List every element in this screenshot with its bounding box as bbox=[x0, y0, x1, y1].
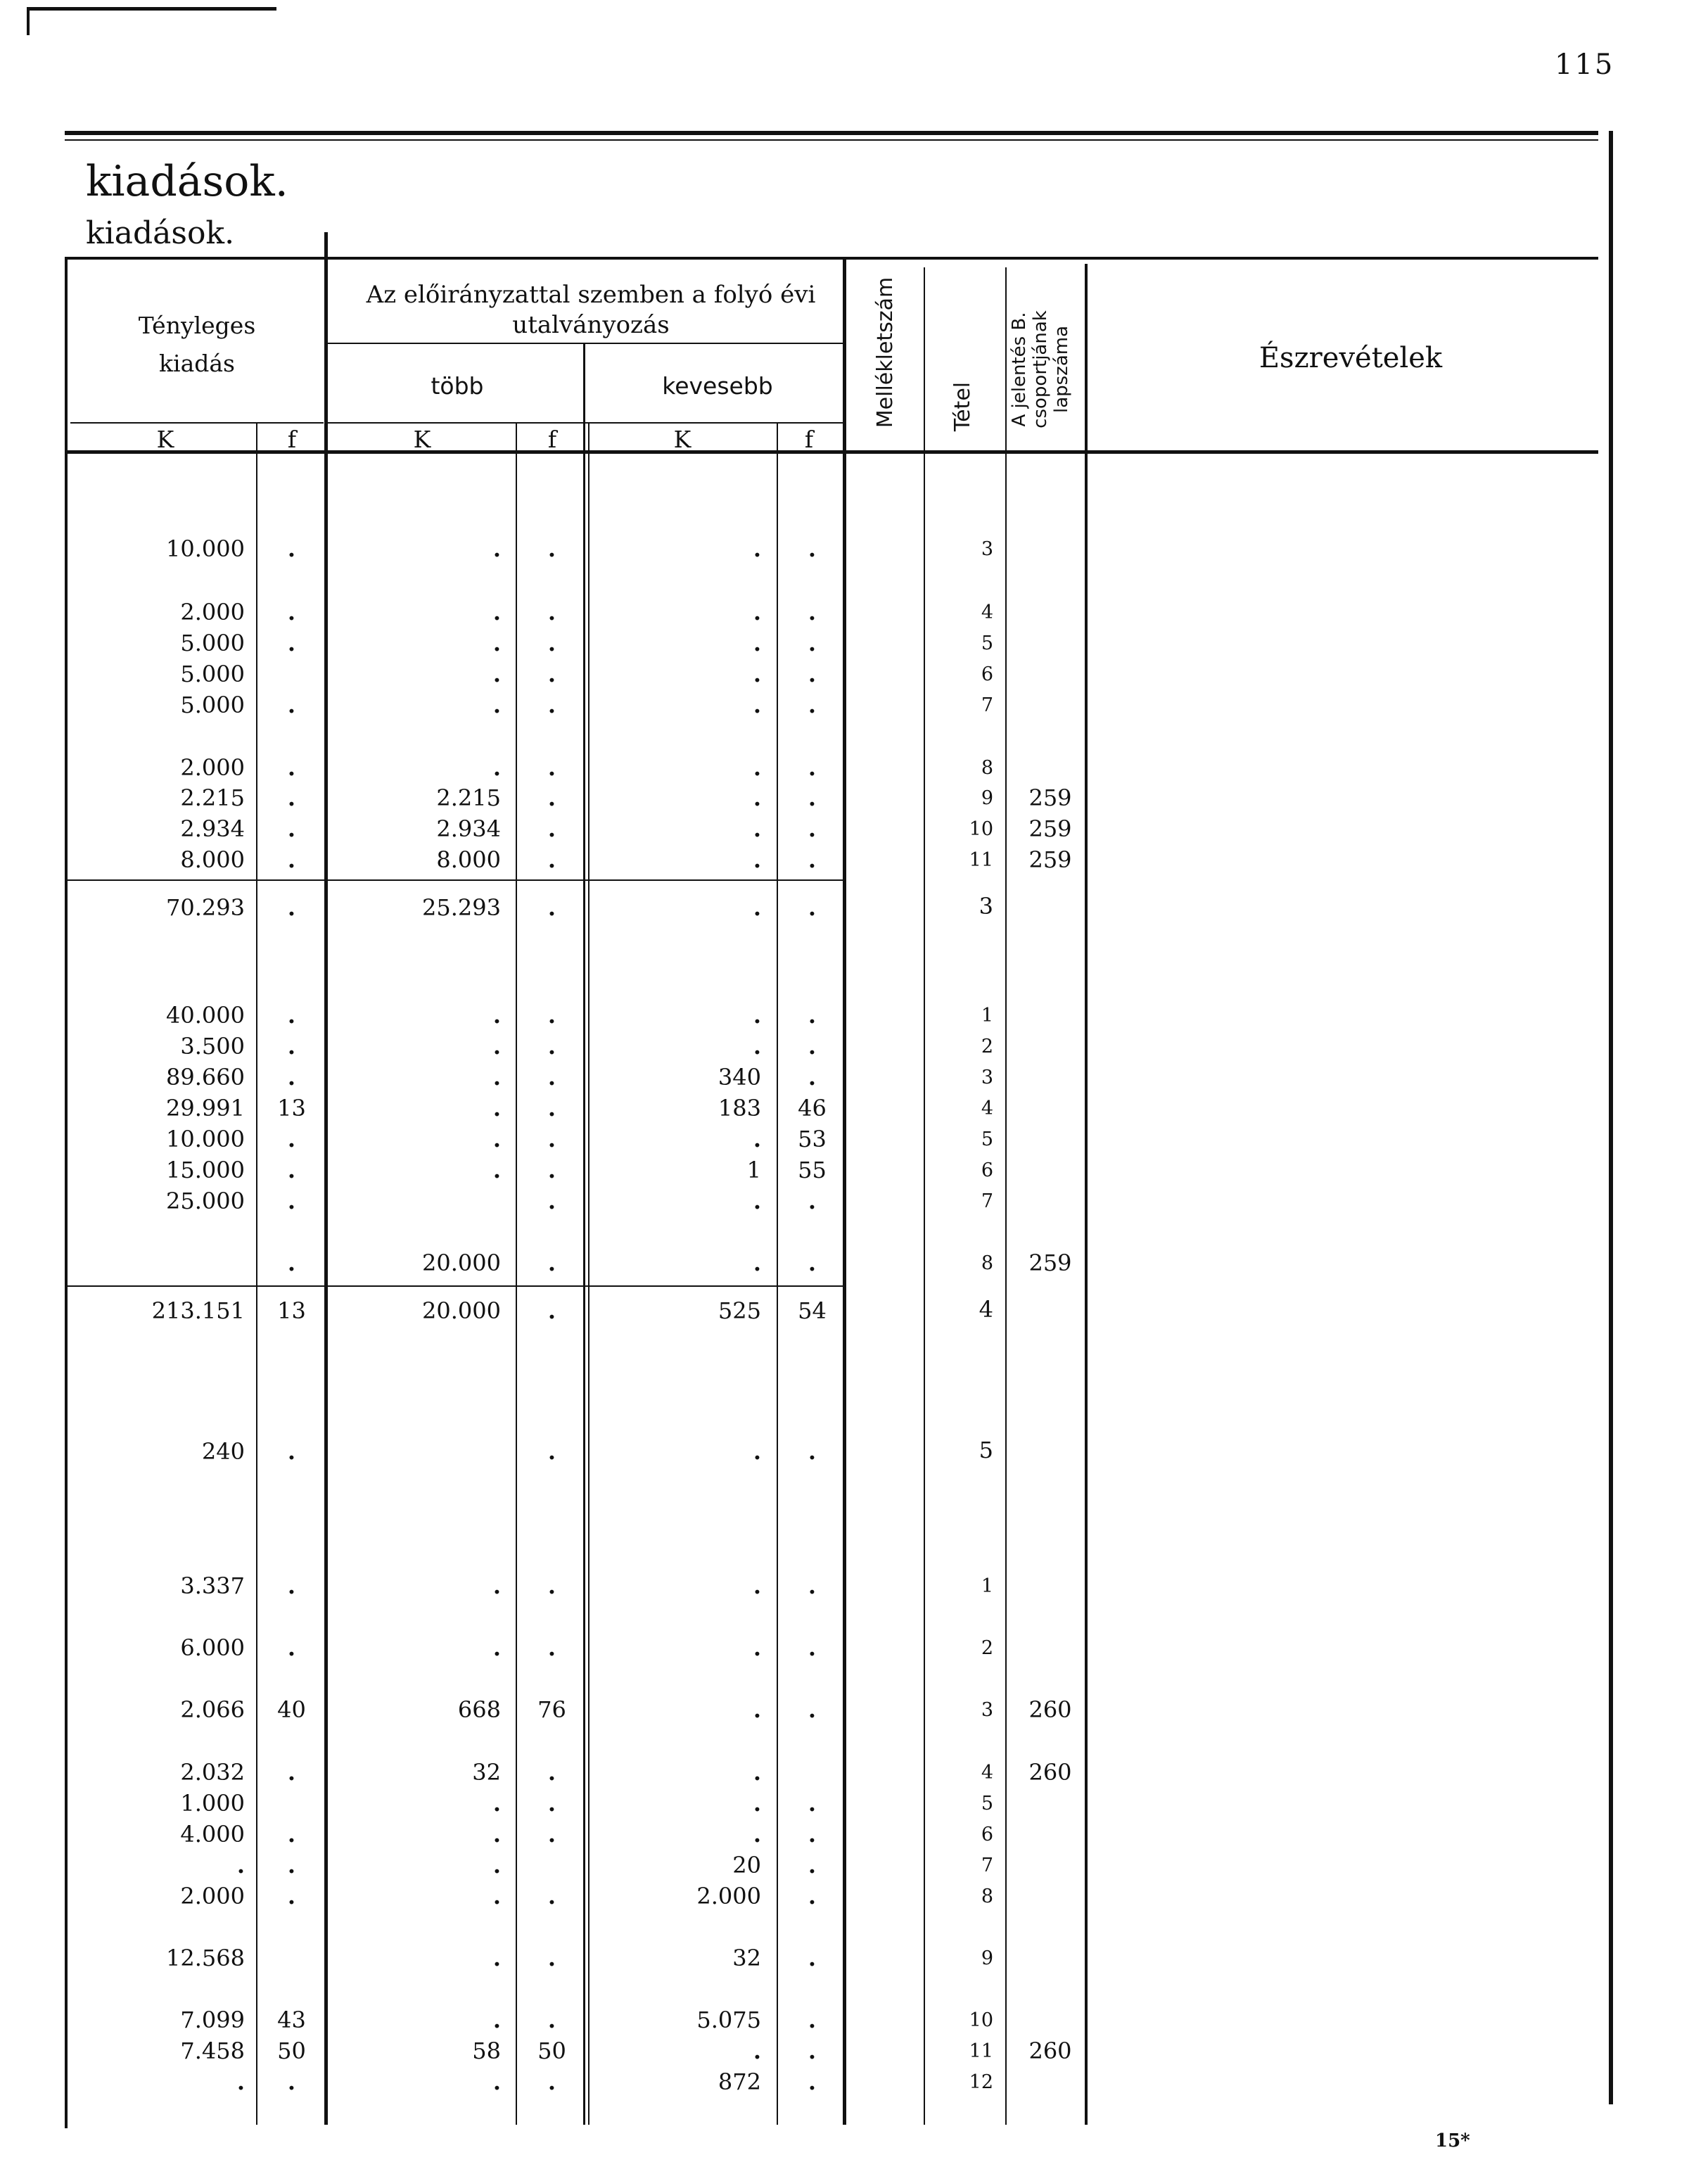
cell-report-page: 260 bbox=[1028, 1696, 1072, 1723]
cell-less-k: . bbox=[753, 754, 761, 781]
cell-less-k: . bbox=[753, 894, 761, 921]
cell-actual-k: 4.000 bbox=[180, 1821, 245, 1848]
cell-actual-k: 3.500 bbox=[180, 1033, 245, 1060]
cell-actual-k: . bbox=[236, 2068, 245, 2095]
cell-more-k: . bbox=[492, 1945, 501, 1971]
cell-item: 5 bbox=[981, 1793, 993, 1814]
cell-more-f: . bbox=[547, 1438, 556, 1465]
unit-row-rule-1 bbox=[70, 422, 324, 424]
cell-less-k: . bbox=[753, 1821, 761, 1848]
cell-actual-k: 70.293 bbox=[166, 894, 245, 921]
cell-more-k: . bbox=[492, 599, 501, 625]
title-small: kiadások. bbox=[86, 215, 235, 251]
cell-more-k: . bbox=[492, 661, 501, 687]
cell-item: 6 bbox=[981, 1159, 993, 1181]
title-large: kiadások. bbox=[86, 157, 288, 206]
cell-less-f: . bbox=[808, 692, 817, 718]
cell-less-f: . bbox=[808, 846, 817, 873]
cell-item: 3 bbox=[981, 538, 993, 560]
cell-actual-k: 2.032 bbox=[180, 1759, 245, 1786]
cell-actual-f: . bbox=[287, 1759, 296, 1786]
cell-less-k: . bbox=[753, 2038, 761, 2064]
cell-more-k: . bbox=[492, 1157, 501, 1183]
cell-more-f: . bbox=[547, 599, 556, 625]
cell-less-k: . bbox=[753, 535, 761, 562]
cell-actual-k: 2.000 bbox=[180, 1883, 245, 1909]
cell-less-f: . bbox=[808, 1572, 817, 1599]
cell-less-f: . bbox=[808, 1064, 817, 1091]
cell-actual-f: . bbox=[287, 754, 296, 781]
cell-actual-k: 10.000 bbox=[166, 535, 245, 562]
cell-item: 7 bbox=[981, 1855, 993, 1876]
cell-actual-f: . bbox=[287, 1852, 296, 1879]
cell-more-k: 25.293 bbox=[422, 894, 501, 921]
corner-mark-vertical bbox=[27, 7, 30, 35]
unit-f-more: f bbox=[547, 426, 557, 453]
cell-report-page: 260 bbox=[1028, 2038, 1072, 2064]
cell-item: 11 bbox=[969, 849, 993, 871]
cell-more-f: . bbox=[547, 1095, 556, 1121]
cell-more-k: . bbox=[492, 1002, 501, 1029]
cell-actual-k: 15.000 bbox=[166, 1157, 245, 1183]
cell-less-f: . bbox=[808, 2038, 817, 2064]
cell-more-f: . bbox=[547, 1126, 556, 1152]
subtotal-rule-a bbox=[68, 879, 845, 881]
cell-more-f: . bbox=[547, 1064, 556, 1091]
header-report-page: A jelentés B. csoportjának lapszáma bbox=[1009, 310, 1072, 428]
cell-more-f: . bbox=[547, 1002, 556, 1029]
cell-more-f: . bbox=[547, 846, 556, 873]
cell-actual-f: . bbox=[287, 1438, 296, 1465]
unit-k-less: K bbox=[673, 426, 692, 453]
corner-mark bbox=[27, 7, 276, 11]
cell-actual-f: 13 bbox=[277, 1297, 306, 1324]
col-line-kf3 bbox=[777, 422, 778, 2125]
cell-less-f: . bbox=[808, 754, 817, 781]
cell-report-page: 260 bbox=[1028, 1759, 1072, 1786]
cell-item: 6 bbox=[981, 1824, 993, 1845]
cell-actual-k: 12.568 bbox=[166, 1945, 245, 1971]
cell-item: 9 bbox=[981, 787, 993, 809]
col-line-left bbox=[65, 257, 68, 2128]
cell-more-f: . bbox=[547, 1188, 556, 1214]
cell-less-f: . bbox=[808, 1188, 817, 1214]
cell-less-f: 55 bbox=[798, 1157, 827, 1183]
cell-more-f: . bbox=[547, 784, 556, 811]
cell-more-k: . bbox=[492, 630, 501, 656]
col-line-annex-right bbox=[924, 267, 925, 2125]
cell-less-k: . bbox=[753, 1634, 761, 1661]
cell-item: 10 bbox=[969, 2009, 993, 2031]
cell-less-f: . bbox=[808, 1634, 817, 1661]
cell-less-k: . bbox=[753, 599, 761, 625]
header-actual-expense: Tényleges kiadás bbox=[138, 312, 256, 378]
cell-less-f: . bbox=[808, 2068, 817, 2095]
cell-actual-f: . bbox=[287, 784, 296, 811]
cell-item: 5 bbox=[981, 633, 993, 654]
cell-more-f: . bbox=[547, 1945, 556, 1971]
cell-item: 6 bbox=[981, 663, 993, 685]
cell-actual-k: 6.000 bbox=[180, 1634, 245, 1661]
cell-actual-f: . bbox=[287, 535, 296, 562]
cell-more-f: . bbox=[547, 535, 556, 562]
cell-less-k: . bbox=[753, 1250, 761, 1276]
cell-actual-k: 40.000 bbox=[166, 1002, 245, 1029]
cell-actual-k: 2.215 bbox=[180, 784, 245, 811]
cell-item: 10 bbox=[969, 818, 993, 840]
col-line-item-right bbox=[1005, 267, 1007, 2125]
cell-actual-f: 43 bbox=[277, 2007, 306, 2033]
cell-less-k: . bbox=[753, 1033, 761, 1060]
cell-actual-k: 5.000 bbox=[180, 661, 245, 687]
cell-more-k: . bbox=[492, 2068, 501, 2095]
cell-more-f: . bbox=[547, 2007, 556, 2033]
cell-less-f: . bbox=[808, 1790, 817, 1817]
cell-more-k: . bbox=[492, 2007, 501, 2033]
col-line-kf2 bbox=[516, 422, 517, 2125]
cell-less-k: . bbox=[753, 1188, 761, 1214]
cell-actual-k: 7.458 bbox=[180, 2038, 245, 2064]
cell-less-k: . bbox=[753, 1126, 761, 1152]
cell-item: 3 bbox=[979, 893, 993, 920]
top-rule-thin bbox=[65, 139, 1598, 141]
cell-less-f: 54 bbox=[798, 1297, 827, 1324]
cell-more-f: . bbox=[547, 661, 556, 687]
cell-actual-f: . bbox=[287, 1002, 296, 1029]
cell-less-f: 53 bbox=[798, 1126, 827, 1152]
cell-more-f: . bbox=[547, 1759, 556, 1786]
cell-actual-k: 2.000 bbox=[180, 599, 245, 625]
cell-more-k: . bbox=[492, 1095, 501, 1121]
cell-item: 8 bbox=[981, 1886, 993, 1907]
cell-report-page: 259 bbox=[1028, 846, 1072, 873]
cell-actual-f: 13 bbox=[277, 1095, 306, 1121]
cell-item: 8 bbox=[981, 757, 993, 779]
cell-less-k: . bbox=[753, 815, 761, 842]
cell-report-page: 259 bbox=[1028, 784, 1072, 811]
cell-more-f: . bbox=[547, 1250, 556, 1276]
cell-actual-k: 2.934 bbox=[180, 815, 245, 842]
cell-less-k: 1 bbox=[746, 1157, 761, 1183]
cell-more-k: . bbox=[492, 754, 501, 781]
cell-actual-f: . bbox=[287, 815, 296, 842]
cell-more-f: 50 bbox=[537, 2038, 566, 2064]
cell-less-f: . bbox=[808, 1033, 817, 1060]
cell-more-k: . bbox=[492, 1634, 501, 1661]
header-remarks: Észrevételek bbox=[1258, 342, 1443, 374]
cell-actual-f: . bbox=[287, 2068, 296, 2095]
cell-actual-f: . bbox=[287, 1188, 296, 1214]
cell-item: 1 bbox=[981, 1005, 993, 1026]
cell-actual-f: . bbox=[287, 1033, 296, 1060]
cell-more-f: . bbox=[547, 1634, 556, 1661]
sub-header-rule bbox=[327, 343, 844, 344]
cell-item: 7 bbox=[981, 694, 993, 716]
cell-actual-f: . bbox=[287, 1572, 296, 1599]
cell-item: 12 bbox=[969, 2071, 993, 2093]
cell-more-k: . bbox=[492, 692, 501, 718]
cell-less-k: . bbox=[753, 1002, 761, 1029]
header-more: több bbox=[431, 372, 484, 400]
cell-item: 2 bbox=[981, 1637, 993, 1659]
cell-less-k: 872 bbox=[718, 2068, 761, 2095]
unit-f-less: f bbox=[804, 426, 814, 453]
cell-less-k: 5.075 bbox=[696, 2007, 761, 2033]
cell-more-f: . bbox=[547, 815, 556, 842]
cell-item: 2 bbox=[981, 1036, 993, 1057]
cell-less-k: 183 bbox=[718, 1095, 761, 1121]
cell-more-f: . bbox=[547, 1033, 556, 1060]
cell-item: 4 bbox=[979, 1296, 993, 1323]
cell-item: 4 bbox=[981, 1098, 993, 1119]
cell-less-k: . bbox=[753, 630, 761, 656]
unit-k-actual: K bbox=[156, 426, 174, 453]
cell-actual-k: 240 bbox=[201, 1438, 245, 1465]
cell-actual-f: . bbox=[287, 599, 296, 625]
cell-more-f: . bbox=[547, 894, 556, 921]
cell-less-k: . bbox=[753, 1790, 761, 1817]
cell-more-k: . bbox=[492, 1126, 501, 1152]
cell-more-f: . bbox=[547, 1157, 556, 1183]
cell-actual-k: 29.991 bbox=[166, 1095, 245, 1121]
cell-item: 4 bbox=[981, 602, 993, 623]
cell-more-k: . bbox=[492, 1790, 501, 1817]
cell-actual-f: . bbox=[287, 846, 296, 873]
cell-actual-f: . bbox=[287, 1157, 296, 1183]
cell-less-f: . bbox=[808, 535, 817, 562]
cell-less-f: . bbox=[808, 1438, 817, 1465]
cell-item: 5 bbox=[979, 1437, 993, 1463]
cell-less-k: . bbox=[753, 784, 761, 811]
cell-more-k: 2.215 bbox=[436, 784, 501, 811]
cell-actual-f: 40 bbox=[277, 1696, 306, 1723]
cell-less-k: 525 bbox=[718, 1297, 761, 1324]
cell-less-k: . bbox=[753, 846, 761, 873]
cell-less-f: . bbox=[808, 1945, 817, 1971]
cell-more-k: . bbox=[492, 1883, 501, 1909]
cell-more-f: . bbox=[547, 1883, 556, 1909]
cell-actual-k: 1.000 bbox=[180, 1790, 245, 1817]
cell-less-f: . bbox=[808, 599, 817, 625]
cell-more-f: . bbox=[547, 1790, 556, 1817]
cell-more-k: 8.000 bbox=[436, 846, 501, 873]
cell-less-k: . bbox=[753, 1759, 761, 1786]
cell-actual-f: . bbox=[287, 894, 296, 921]
cell-less-f: . bbox=[808, 815, 817, 842]
cell-less-k: . bbox=[753, 692, 761, 718]
cell-item: 1 bbox=[981, 1575, 993, 1597]
cell-item: 3 bbox=[981, 1699, 993, 1721]
cell-more-k: . bbox=[492, 1852, 501, 1879]
cell-less-f: . bbox=[808, 1696, 817, 1723]
cell-more-k: . bbox=[492, 535, 501, 562]
cell-actual-k: 213.151 bbox=[151, 1297, 245, 1324]
cell-less-f: . bbox=[808, 894, 817, 921]
cell-actual-k: 89.660 bbox=[166, 1064, 245, 1091]
cell-more-k: 668 bbox=[457, 1696, 501, 1723]
cell-report-page: 259 bbox=[1028, 815, 1072, 842]
cell-more-f: . bbox=[547, 692, 556, 718]
cell-less-f: . bbox=[808, 1883, 817, 1909]
col-line-more-right-b bbox=[588, 422, 589, 2125]
col-line-kf1 bbox=[256, 422, 257, 2125]
cell-less-f: . bbox=[808, 630, 817, 656]
cell-actual-f: . bbox=[287, 1250, 296, 1276]
cell-more-f: . bbox=[547, 2068, 556, 2095]
header-annex-count: Mellékletszám bbox=[873, 276, 898, 428]
cell-more-f: . bbox=[547, 754, 556, 781]
cell-actual-k: 2.000 bbox=[180, 754, 245, 781]
top-rule-thick bbox=[65, 131, 1598, 135]
unit-f-actual: f bbox=[287, 426, 297, 453]
right-edge-rule bbox=[1609, 131, 1613, 2104]
subtotal-rule-b bbox=[68, 1285, 845, 1287]
cell-less-k: . bbox=[753, 661, 761, 687]
cell-less-f: . bbox=[808, 1002, 817, 1029]
header-vs-estimate: Az előirányzattal szemben a folyó évi utalványozás bbox=[366, 281, 816, 339]
cell-less-f: . bbox=[808, 2007, 817, 2033]
cell-less-f: . bbox=[808, 1250, 817, 1276]
cell-actual-f: . bbox=[287, 1126, 296, 1152]
cell-actual-k: . bbox=[236, 1852, 245, 1879]
cell-actual-f: . bbox=[287, 1821, 296, 1848]
unit-k-more: K bbox=[413, 426, 431, 453]
cell-actual-f: . bbox=[287, 692, 296, 718]
footer-mark: 15* bbox=[1435, 2130, 1470, 2151]
cell-item: 7 bbox=[981, 1190, 993, 1212]
cell-item: 11 bbox=[969, 2040, 993, 2062]
cell-more-f: . bbox=[547, 1572, 556, 1599]
page-number: 115 bbox=[1555, 49, 1615, 81]
cell-more-k: 2.934 bbox=[436, 815, 501, 842]
cell-actual-f: . bbox=[287, 1064, 296, 1091]
cell-more-k: 32 bbox=[472, 1759, 501, 1786]
cell-actual-f: . bbox=[287, 1634, 296, 1661]
cell-more-k: . bbox=[492, 1033, 501, 1060]
cell-actual-k: 7.099 bbox=[180, 2007, 245, 2033]
cell-less-f: . bbox=[808, 661, 817, 687]
cell-actual-k: 8.000 bbox=[180, 846, 245, 873]
cell-less-k: 20 bbox=[732, 1852, 761, 1879]
cell-item: 8 bbox=[981, 1252, 993, 1274]
cell-actual-k: 25.000 bbox=[166, 1188, 245, 1214]
cell-less-k: 32 bbox=[732, 1945, 761, 1971]
header-item: Tétel bbox=[950, 381, 975, 432]
header-top-rule bbox=[65, 257, 1598, 260]
col-line-actual-right bbox=[324, 232, 328, 2125]
cell-more-k: 58 bbox=[472, 2038, 501, 2064]
cell-actual-k: 10.000 bbox=[166, 1126, 245, 1152]
cell-less-f: . bbox=[808, 1852, 817, 1879]
cell-less-f: 46 bbox=[798, 1095, 827, 1121]
cell-actual-k: 5.000 bbox=[180, 692, 245, 718]
cell-more-k: . bbox=[492, 1821, 501, 1848]
cell-more-f: . bbox=[547, 1821, 556, 1848]
cell-less-k: 2.000 bbox=[696, 1883, 761, 1909]
cell-more-f: 76 bbox=[537, 1696, 566, 1723]
cell-more-f: . bbox=[547, 1297, 556, 1324]
cell-more-k: 20.000 bbox=[422, 1297, 501, 1324]
cell-less-k: . bbox=[753, 1438, 761, 1465]
cell-item: 5 bbox=[981, 1129, 993, 1150]
cell-less-k: . bbox=[753, 1572, 761, 1599]
col-line-less-right bbox=[843, 257, 846, 2125]
cell-actual-f: . bbox=[287, 630, 296, 656]
cell-item: 3 bbox=[981, 1067, 993, 1088]
cell-more-k: 20.000 bbox=[422, 1250, 501, 1276]
cell-item: 9 bbox=[981, 1947, 993, 1969]
cell-actual-k: 3.337 bbox=[180, 1572, 245, 1599]
cell-item: 4 bbox=[981, 1762, 993, 1784]
unit-row-rule-2 bbox=[327, 422, 844, 424]
cell-less-f: . bbox=[808, 1821, 817, 1848]
cell-actual-f: . bbox=[287, 1883, 296, 1909]
cell-actual-f: 50 bbox=[277, 2038, 306, 2064]
cell-more-f: . bbox=[547, 630, 556, 656]
col-line-page-right bbox=[1085, 264, 1088, 2125]
cell-more-k: . bbox=[492, 1572, 501, 1599]
cell-actual-k: 2.066 bbox=[180, 1696, 245, 1723]
cell-less-k: 340 bbox=[718, 1064, 761, 1091]
cell-actual-k: 5.000 bbox=[180, 630, 245, 656]
cell-more-k: . bbox=[492, 1064, 501, 1091]
header-less: kevesebb bbox=[662, 372, 773, 400]
cell-report-page: 259 bbox=[1028, 1250, 1072, 1276]
cell-less-k: . bbox=[753, 1696, 761, 1723]
cell-less-f: . bbox=[808, 784, 817, 811]
col-line-more-right bbox=[583, 343, 585, 2125]
